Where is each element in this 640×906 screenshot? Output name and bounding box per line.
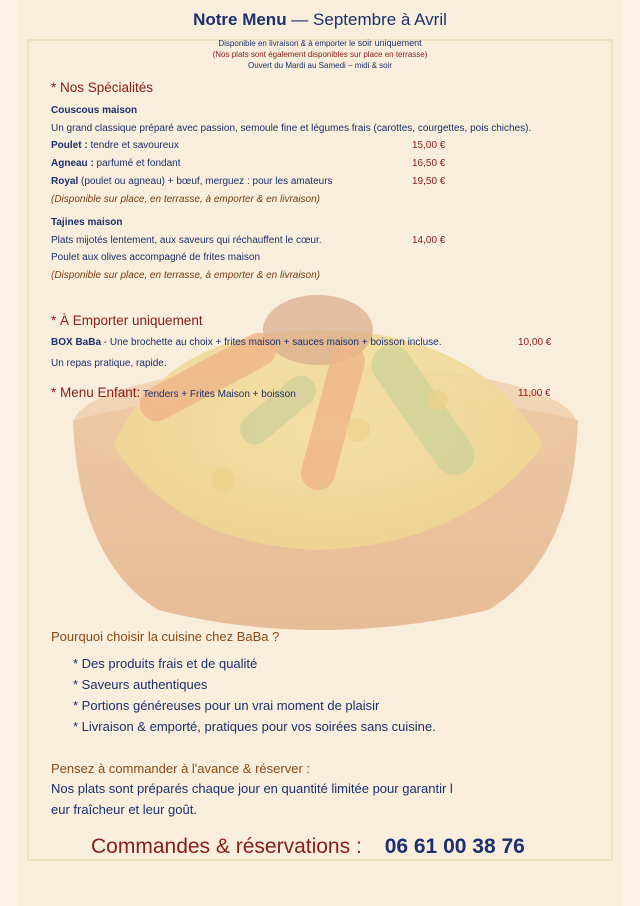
availability-line: Disponible en livraison & à emporter le soir uniquement — [218, 38, 422, 48]
box-baba-item: BOX BaBa - Une brochette au choix + frites maison + sauces maison + boisson incluse. — [51, 337, 442, 348]
terrace-note: (Nos plats sont également disponibles sur place en terrasse) — [212, 50, 428, 59]
price-tajines: 14,00 € — [412, 235, 446, 246]
why-item: * Livraison & emporté, pratiques pour vos soirées sans cuisine. — [73, 719, 436, 734]
menu-page — [18, 0, 622, 906]
why-item: * Saveurs authentiques — [73, 677, 208, 692]
menu-item-royal: Royal (poulet ou agneau) + bœuf, merguez : pour les amateurs — [51, 176, 333, 187]
price-box-baba: 10,00 € — [518, 337, 552, 348]
specialites-heading: * Nos Spécialités — [51, 80, 154, 95]
tajines-availability: (Disponible sur place, en terrasse, à emporter & en livraison) — [51, 270, 321, 281]
reserve-text-line-2: eur fraîcheur et leur goût. — [51, 802, 197, 817]
menu-item-agneau: Agneau : parfumé et fondant — [51, 158, 181, 169]
couscous-title: Couscous maison — [51, 105, 138, 116]
phone-number[interactable]: 06 61 00 38 76 — [384, 835, 525, 858]
why-item: * Portions généreuses pour un vrai moment de plaisir — [73, 698, 380, 713]
reserve-text-line-1: Nos plats sont préparés chaque jour en quantité limitée pour garantir l — [51, 781, 453, 796]
tajines-description: Plats mijotés lentement, aux saveurs qui réchauffent le cœur. — [51, 235, 322, 246]
tajines-title: Tajines maison — [51, 217, 123, 228]
couscous-description: Un grand classique préparé avec passion, semoule fine et légumes frais (carottes, courgettes, pois chiches). — [51, 123, 532, 134]
menu-enfant-line: * Menu Enfant: Tenders + Frites Maison + boisson — [51, 385, 296, 400]
couscous-availability: (Disponible sur place, en terrasse, à emporter & en livraison) — [51, 194, 321, 205]
why-item: * Des produits frais et de qualité — [73, 656, 258, 671]
page-title: Notre Menu — Septembre à Avril — [193, 10, 447, 29]
menu-item-poulet: Poulet : tendre et savoureux — [51, 140, 179, 151]
emporter-heading: * À Emporter uniquement — [51, 313, 203, 328]
price-agneau: 16,50 € — [412, 158, 446, 169]
reserve-heading: Pensez à commander à l'avance & réserver : — [51, 761, 310, 776]
price-menu-enfant: 11,00 € — [518, 388, 551, 399]
opening-hours: Ouvert du Mardi au Samedi – midi & soir — [247, 61, 393, 70]
why-heading: Pourquoi choisir la cuisine chez BaBa ? — [51, 629, 280, 644]
price-royal: 19,50 € — [412, 176, 446, 187]
box-baba-note: Un repas pratique, rapide. — [51, 358, 167, 369]
tajines-olives: Poulet aux olives accompagné de frites maison — [51, 252, 261, 263]
price-poulet: 15,00 € — [412, 140, 446, 151]
contact-label: Commandes & réservations : — [91, 835, 362, 858]
contact-line — [91, 835, 525, 859]
